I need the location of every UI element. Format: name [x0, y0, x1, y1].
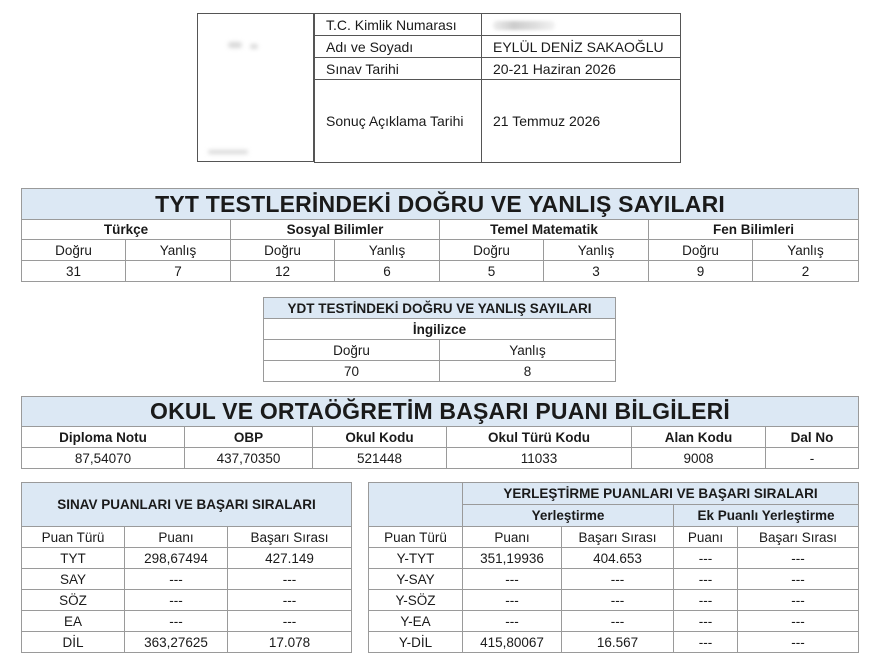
table-row	[22, 569, 352, 590]
score-type: SAY	[22, 569, 125, 590]
score-type: TYT	[22, 548, 125, 569]
identity-value: 20-21 Haziran 2026	[482, 58, 681, 80]
extra-rank: ---	[738, 590, 859, 611]
tyt-col-label: Yanlış	[335, 240, 440, 261]
score-value: ---	[125, 611, 228, 632]
school-info-table	[21, 396, 859, 469]
placement-type: Y-DİL	[369, 632, 463, 653]
table-row	[369, 548, 859, 569]
tyt-subject-header: Sosyal Bilimler	[231, 220, 440, 240]
school-header: Alan Kodu	[632, 427, 766, 448]
extra-score: ---	[674, 632, 738, 653]
extra-score: ---	[674, 548, 738, 569]
placement-rank: 404.653	[562, 548, 674, 569]
identity-table	[314, 13, 681, 163]
score-value: 363,27625	[125, 632, 228, 653]
extra-rank: ---	[738, 611, 859, 632]
school-value: 9008	[632, 448, 766, 469]
school-value: 87,54070	[22, 448, 185, 469]
placement-title: YERLEŞTİRME PUANLARI VE BAŞARI SIRALARI	[463, 483, 859, 505]
score-rank: ---	[228, 590, 352, 611]
school-title: OKUL VE ORTAÖĞRETİM BAŞARI PUANI BİLGİLERİ	[22, 397, 859, 427]
placement-header: Puan Türü	[369, 527, 463, 548]
tyt-value: 7	[126, 261, 231, 282]
ydt-title: YDT TESTİNDEKİ DOĞRU VE YANLIŞ SAYILARI	[264, 298, 616, 319]
score-rank: ---	[228, 611, 352, 632]
placement-score: ---	[463, 590, 562, 611]
identity-row	[315, 36, 681, 58]
masked-id-number	[493, 21, 555, 30]
score-rank: 17.078	[228, 632, 352, 653]
exam-scores-header: Puan Türü	[22, 527, 125, 548]
photo-area	[197, 13, 314, 162]
extra-score: ---	[674, 590, 738, 611]
placement-header: Puanı	[674, 527, 738, 548]
table-row	[22, 632, 352, 653]
table-row	[22, 548, 352, 569]
tyt-value: 9	[649, 261, 753, 282]
ydt-value: 70	[264, 361, 440, 382]
table-row	[369, 611, 859, 632]
identity-value: EYLÜL DENİZ SAKAOĞLU	[482, 36, 681, 58]
exam-scores-header: Puanı	[125, 527, 228, 548]
school-header: Okul Türü Kodu	[447, 427, 632, 448]
placement-score: 351,19936	[463, 548, 562, 569]
ydt-col-label: Doğru	[264, 340, 440, 361]
school-value: 11033	[447, 448, 632, 469]
placement-header: Başarı Sırası	[738, 527, 859, 548]
tyt-value: 2	[753, 261, 859, 282]
tyt-col-label: Doğru	[440, 240, 544, 261]
table-row	[369, 569, 859, 590]
placement-score: ---	[463, 569, 562, 590]
score-value: 298,67494	[125, 548, 228, 569]
score-value: ---	[125, 590, 228, 611]
placement-type: Y-SAY	[369, 569, 463, 590]
placement-type: Y-SÖZ	[369, 590, 463, 611]
placement-scores-table	[368, 482, 859, 653]
tyt-subject-header: Temel Matematik	[440, 220, 649, 240]
extra-rank: ---	[738, 632, 859, 653]
school-header: Diploma Notu	[22, 427, 185, 448]
tyt-col-label: Doğru	[649, 240, 753, 261]
tyt-col-label: Doğru	[22, 240, 126, 261]
tyt-title: TYT TESTLERİNDEKİ DOĞRU VE YANLIŞ SAYILARI	[22, 189, 859, 220]
table-row	[22, 611, 352, 632]
school-value: 437,70350	[185, 448, 313, 469]
identity-value: 21 Temmuz 2026	[482, 80, 681, 163]
extra-score: ---	[674, 569, 738, 590]
score-type: EA	[22, 611, 125, 632]
score-rank: ---	[228, 569, 352, 590]
placement-header: Başarı Sırası	[562, 527, 674, 548]
placement-rank: ---	[562, 590, 674, 611]
school-value: -	[766, 448, 859, 469]
placement-rank: ---	[562, 569, 674, 590]
score-type: SÖZ	[22, 590, 125, 611]
tyt-subject-header: Türkçe	[22, 220, 231, 240]
tyt-value: 3	[544, 261, 649, 282]
placement-rank: 16.567	[562, 632, 674, 653]
ydt-col-label: Yanlış	[440, 340, 616, 361]
table-row	[369, 590, 859, 611]
identity-row	[315, 14, 681, 36]
school-header: OBP	[185, 427, 313, 448]
school-value: 521448	[313, 448, 447, 469]
tyt-value: 12	[231, 261, 335, 282]
tyt-value: 5	[440, 261, 544, 282]
table-row	[22, 590, 352, 611]
tyt-col-label: Doğru	[231, 240, 335, 261]
extra-rank: ---	[738, 569, 859, 590]
tyt-results-table	[21, 188, 859, 282]
placement-score: 415,80067	[463, 632, 562, 653]
placement-corner	[369, 483, 463, 527]
extra-rank: ---	[738, 548, 859, 569]
identity-value-masked	[482, 14, 681, 36]
placement-header: Puanı	[463, 527, 562, 548]
identity-label: Sınav Tarihi	[315, 58, 482, 80]
extra-score: ---	[674, 611, 738, 632]
placement-type: Y-EA	[369, 611, 463, 632]
placement-score: ---	[463, 611, 562, 632]
placement-rank: ---	[562, 611, 674, 632]
table-row	[369, 632, 859, 653]
placement-group-header: Yerleştirme	[463, 505, 674, 527]
tyt-col-label: Yanlış	[544, 240, 649, 261]
score-type: DİL	[22, 632, 125, 653]
identity-row	[315, 80, 681, 163]
identity-label: Sonuç Açıklama Tarihi	[315, 80, 482, 163]
identity-label: T.C. Kimlik Numarası	[315, 14, 482, 36]
tyt-value: 6	[335, 261, 440, 282]
tyt-col-label: Yanlış	[753, 240, 859, 261]
identity-row	[315, 58, 681, 80]
exam-scores-header: Başarı Sırası	[228, 527, 352, 548]
tyt-subject-header: Fen Bilimleri	[649, 220, 859, 240]
tyt-value: 31	[22, 261, 126, 282]
school-header: Okul Kodu	[313, 427, 447, 448]
ydt-results-table	[263, 297, 616, 382]
score-value: ---	[125, 569, 228, 590]
ydt-subject-header: İngilizce	[264, 319, 616, 340]
school-header: Dal No	[766, 427, 859, 448]
score-rank: 427.149	[228, 548, 352, 569]
tyt-col-label: Yanlış	[126, 240, 231, 261]
extra-placement-group-header: Ek Puanlı Yerleştirme	[674, 505, 859, 527]
placement-type: Y-TYT	[369, 548, 463, 569]
exam-scores-title: SINAV PUANLARI VE BAŞARI SIRALARI	[22, 483, 352, 527]
exam-scores-table	[21, 482, 352, 653]
ydt-value: 8	[440, 361, 616, 382]
identity-label: Adı ve Soyadı	[315, 36, 482, 58]
